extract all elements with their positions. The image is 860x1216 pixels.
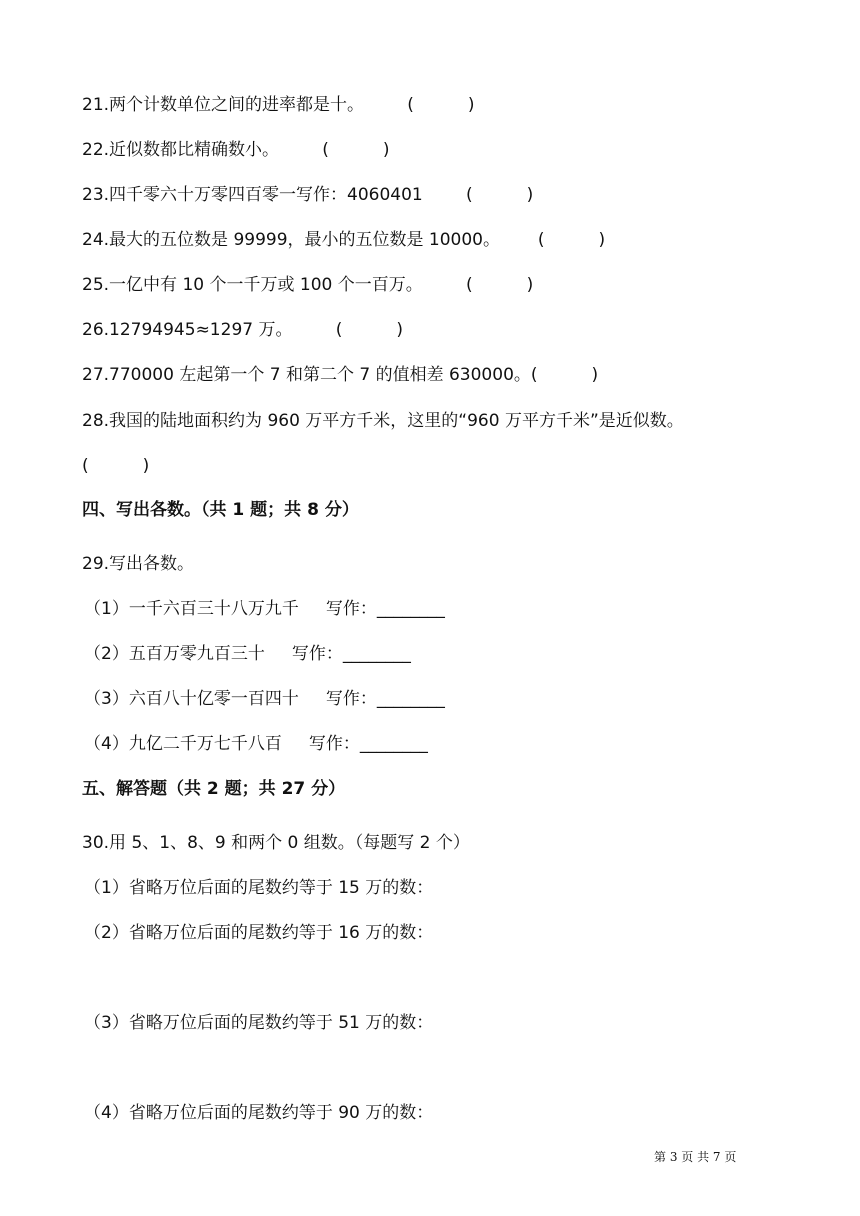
question-21: 21.两个计数单位之间的进率都是十。 ( )	[82, 95, 475, 115]
question-30-title: 30.用 5、1、8、9 和两个 0 组数。（每题写 2 个）	[82, 833, 470, 853]
question-28-answer-bracket: ( )	[82, 456, 150, 476]
question-28: 28.我国的陆地面积约为 960 万平方千米，这里的“960 万平方千米”是近似数。	[82, 411, 684, 431]
question-22: 22.近似数都比精确数小。 ( )	[82, 140, 390, 160]
question-24: 24.最大的五位数是 99999，最小的五位数是 10000。 ( )	[82, 230, 606, 250]
question-25: 25.一亿中有 10 个一千万或 100 个一百万。 ( )	[82, 275, 534, 295]
question-30-item-4: （4）省略万位后面的尾数约等于 90 万的数：	[84, 1103, 434, 1123]
question-29-title: 29.写出各数。	[82, 554, 195, 574]
section-4-heading: 四、写出各数。（共 1 题；共 8 分）	[82, 500, 359, 520]
page-footer: 第 3 页 共 7 页	[654, 1150, 737, 1164]
question-27: 27.770000 左起第一个 7 和第二个 7 的值相差 630000。( )	[82, 365, 599, 385]
question-23: 23.四千零六十万零四百零一写作：4060401 ( )	[82, 185, 534, 205]
question-29-item-1: （1）一千六百三十八万九千 写作：________	[84, 599, 445, 619]
question-29-item-3: （3）六百八十亿零一百四十 写作：________	[84, 689, 445, 709]
question-29-item-2: （2）五百万零九百三十 写作：________	[84, 644, 411, 664]
section-5-heading: 五、解答题（共 2 题；共 27 分）	[82, 779, 346, 799]
question-26: 26.12794945≈1297 万。 ( )	[82, 320, 404, 340]
question-30-item-3: （3）省略万位后面的尾数约等于 51 万的数：	[84, 1013, 434, 1033]
question-30-item-1: （1）省略万位后面的尾数约等于 15 万的数：	[84, 878, 434, 898]
question-29-item-4: （4）九亿二千万七千八百 写作：________	[84, 734, 428, 754]
question-30-item-2: （2）省略万位后面的尾数约等于 16 万的数：	[84, 923, 434, 943]
